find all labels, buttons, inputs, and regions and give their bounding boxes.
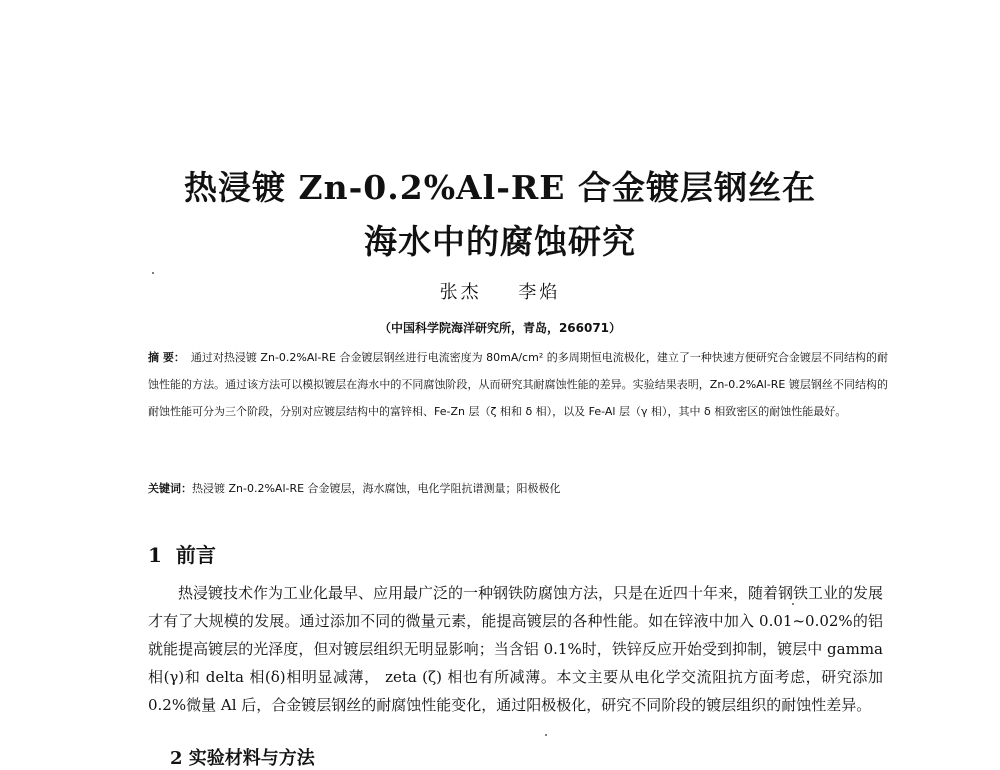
abstract xyxy=(148,344,888,425)
abstract-label: 摘 要： xyxy=(148,351,185,364)
section-title: 前言 xyxy=(175,543,216,567)
keywords-text: 热浸镀 Zn-0.2%Al-RE 合金镀层，海水腐蚀，电化学阻抗谱测量；阳极极化 xyxy=(192,482,561,495)
scan-speck xyxy=(545,734,547,736)
scan-speck xyxy=(792,603,794,605)
section-number: 1 xyxy=(148,543,162,567)
abstract-text: 通过对热浸镀 Zn-0.2%Al-RE 合金镀层钢丝进行电流密度为 80mA/cm² 的多周期恒电流极化，建立了一种快速方便研究合金镀层不同结构的耐蚀性能的方法。通过该方法可以模拟镀层在海水中的不同腐蚀阶段，从而研究其耐腐蚀性能的差异。实验结果表明，Zn-0.2%Al-RE 镀层钢丝不同结构的耐蚀性能可分为三个阶段，分别对应镀层结构中的富锌相、Fe-Zn 层（ζ 相和 δ 相），以及 Fe-Al 层（γ 相），其中 δ 相致密区的耐蚀性能最好。 xyxy=(148,351,888,418)
author-list xyxy=(0,282,1000,304)
author-name: 李焰 xyxy=(518,282,561,303)
author-name: 张杰 xyxy=(439,282,482,303)
section-heading-introduction xyxy=(148,542,216,568)
paper-title-line-2: 海水中的腐蚀研究 xyxy=(364,222,636,261)
affiliation: （中国科学院海洋研究所，青岛，266071） xyxy=(378,321,622,335)
paper-title-line-1: 热浸镀 Zn-0.2%Al-RE 合金镀层钢丝在 xyxy=(184,168,816,207)
next-section-heading: 2 实验材料与方法 xyxy=(170,748,315,769)
introduction-paragraph: 热浸镀技术作为工业化最早、应用最广泛的一种钢铁防腐蚀方法，只是在近四十年来，随着钢铁工业的发展才有了大规模的发展。通过添加不同的微量元素，能提高镀层的各种性能。如在锌液中加入 0.01~0.02%的铝就能提高镀层的光泽度，但对镀层组织无明显影响；当含铝 0.1%时，铁锌反应开始受到抑制，镀层中 gamma 相(γ)和 delta 相(δ)相明显减薄， zeta (ζ) 相也有所减薄。本文主要从电化学交流阻抗方面考虑，研究添加 0.2%微量 Al 后，合金镀层钢丝的耐腐蚀性能变化，通过阳极极化，研究不同阶段的镀层组织的耐蚀性差异。 xyxy=(148,584,884,714)
keywords-label: 关键词： xyxy=(148,482,192,495)
keywords xyxy=(148,480,888,498)
scan-speck xyxy=(152,272,154,274)
